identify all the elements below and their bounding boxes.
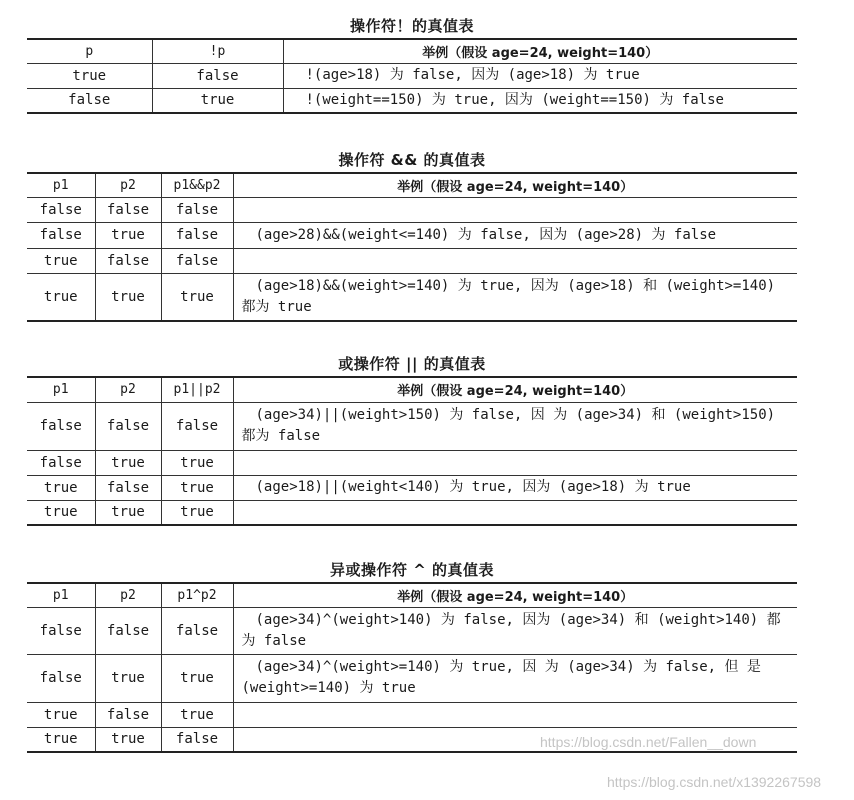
cell-example: (age>18)||(weight<140) 为 true, 因为 (age>18) 为 true <box>233 475 797 500</box>
cell-result: false <box>161 248 233 273</box>
table-row <box>27 702 797 727</box>
cell-p1: false <box>27 607 95 654</box>
cell-p1: true <box>27 248 95 273</box>
cell-p1: true <box>27 727 95 752</box>
cell-p1: true <box>27 273 95 321</box>
header-p: p <box>27 39 152 63</box>
cell-p1: false <box>27 222 95 248</box>
cell-result: true <box>161 654 233 702</box>
cell-result: false <box>161 607 233 654</box>
cell-example: !(age>18) 为 false, 因为 (age>18) 为 true <box>283 63 797 88</box>
header-p1-xor-p2: p1^p2 <box>161 583 233 607</box>
cell-p2: false <box>95 607 161 654</box>
example-line: (age>34)^(weight>=140) 为 true, 因 为 (age>34) 为 false, 但 是 <box>255 659 761 675</box>
or-truth-table-section <box>27 352 797 526</box>
cell-result: false <box>161 402 233 450</box>
cell-example <box>233 702 797 727</box>
table-row <box>27 273 797 321</box>
header-example: 举例（假设 age=24, weight=140） <box>233 377 797 402</box>
table-title: 或操作符 || 的真值表 <box>338 355 486 373</box>
or-truth-table <box>27 376 797 526</box>
not-truth-table-section <box>27 14 797 114</box>
cell-example <box>233 654 797 702</box>
header-example: 举例（假设 age=24, weight=140） <box>233 173 797 197</box>
cell-result: true <box>161 702 233 727</box>
cell-not-p: false <box>152 63 283 88</box>
cell-p2: true <box>95 654 161 702</box>
table-row <box>27 607 797 654</box>
cell-example: !(weight==150) 为 true, 因为 (weight==150) 为 false <box>283 88 797 113</box>
cell-p: false <box>27 88 152 113</box>
table-header-row <box>27 173 797 197</box>
table-row <box>27 63 797 88</box>
header-p1: p1 <box>27 173 95 197</box>
header-p1-or-p2: p1||p2 <box>161 377 233 402</box>
table-title: 操作符 && 的真值表 <box>338 151 486 169</box>
header-not-p: !p <box>152 39 283 63</box>
cell-p1: false <box>27 402 95 450</box>
cell-p2: false <box>95 475 161 500</box>
cell-p1: true <box>27 475 95 500</box>
example-line-continued: (weight>=140) 为 true <box>241 680 416 696</box>
cell-result: true <box>161 450 233 475</box>
header-p2: p2 <box>95 583 161 607</box>
cell-example <box>233 197 797 222</box>
cell-p2: true <box>95 222 161 248</box>
example-line-continued: 都为 true <box>241 298 312 315</box>
table-row <box>27 500 797 525</box>
table-row <box>27 197 797 222</box>
table-header-row <box>27 583 797 607</box>
cell-not-p: true <box>152 88 283 113</box>
cell-result: true <box>161 500 233 525</box>
cell-example: (age>28)&&(weight<=140) 为 false, 因为 (age>28) 为 false <box>233 222 797 248</box>
cell-p2: true <box>95 500 161 525</box>
header-example: 举例（假设 age=24, weight=140） <box>233 583 797 607</box>
cell-result: false <box>161 727 233 752</box>
cell-p1: true <box>27 500 95 525</box>
table-row <box>27 475 797 500</box>
header-example: 举例（假设 age=24, weight=140） <box>283 39 797 63</box>
cell-p2: true <box>95 450 161 475</box>
header-p2: p2 <box>95 173 161 197</box>
cell-p2: false <box>95 402 161 450</box>
table-row <box>27 402 797 450</box>
not-truth-table <box>27 38 797 114</box>
header-p1: p1 <box>27 583 95 607</box>
example-line-continued: 为 false <box>241 632 307 649</box>
and-truth-table-section <box>27 148 797 322</box>
table-row <box>27 450 797 475</box>
table-row <box>27 88 797 113</box>
table-row <box>27 248 797 273</box>
cell-result: false <box>161 222 233 248</box>
table-row <box>27 222 797 248</box>
table-title: 操作符！的真值表 <box>349 17 474 35</box>
cell-p1: false <box>27 450 95 475</box>
table-header-row <box>27 377 797 402</box>
cell-p2: true <box>95 727 161 752</box>
cell-result: false <box>161 197 233 222</box>
header-p1-and-p2: p1&&p2 <box>161 173 233 197</box>
table-title: 异或操作符 ^ 的真值表 <box>329 561 494 579</box>
watermark-inner: https://blog.csdn.net/Fallen__down <box>540 734 757 750</box>
cell-example <box>233 500 797 525</box>
header-p2: p2 <box>95 377 161 402</box>
cell-p1: true <box>27 702 95 727</box>
cell-p2: true <box>95 273 161 321</box>
and-truth-table <box>27 172 797 322</box>
cell-example <box>233 273 797 321</box>
example-line: (age>18)&&(weight>=140) 为 true, 因为 (age>18) 和 (weight>=140) <box>255 277 776 294</box>
table-header-row <box>27 39 797 63</box>
cell-p2: false <box>95 197 161 222</box>
cell-example <box>233 450 797 475</box>
cell-p2: false <box>95 248 161 273</box>
table-row <box>27 654 797 702</box>
cell-example <box>233 607 797 654</box>
header-p1: p1 <box>27 377 95 402</box>
cell-p2: false <box>95 702 161 727</box>
example-line: (age>34)||(weight>150) 为 false, 因 为 (age>34) 和 (weight>150) <box>255 407 776 423</box>
cell-p1: false <box>27 197 95 222</box>
example-line: (age>34)^(weight>140) 为 false, 因为 (age>34) 和 (weight>140) 都 <box>255 611 781 628</box>
cell-p1: false <box>27 654 95 702</box>
cell-p: true <box>27 63 152 88</box>
watermark-outer: https://blog.csdn.net/x1392267598 <box>607 774 822 790</box>
cell-result: true <box>161 475 233 500</box>
xor-truth-table <box>27 582 797 753</box>
cell-example <box>233 402 797 450</box>
xor-truth-table-section <box>27 558 797 753</box>
example-line-continued: 都为 false <box>241 428 321 444</box>
cell-result: true <box>161 273 233 321</box>
cell-example <box>233 248 797 273</box>
